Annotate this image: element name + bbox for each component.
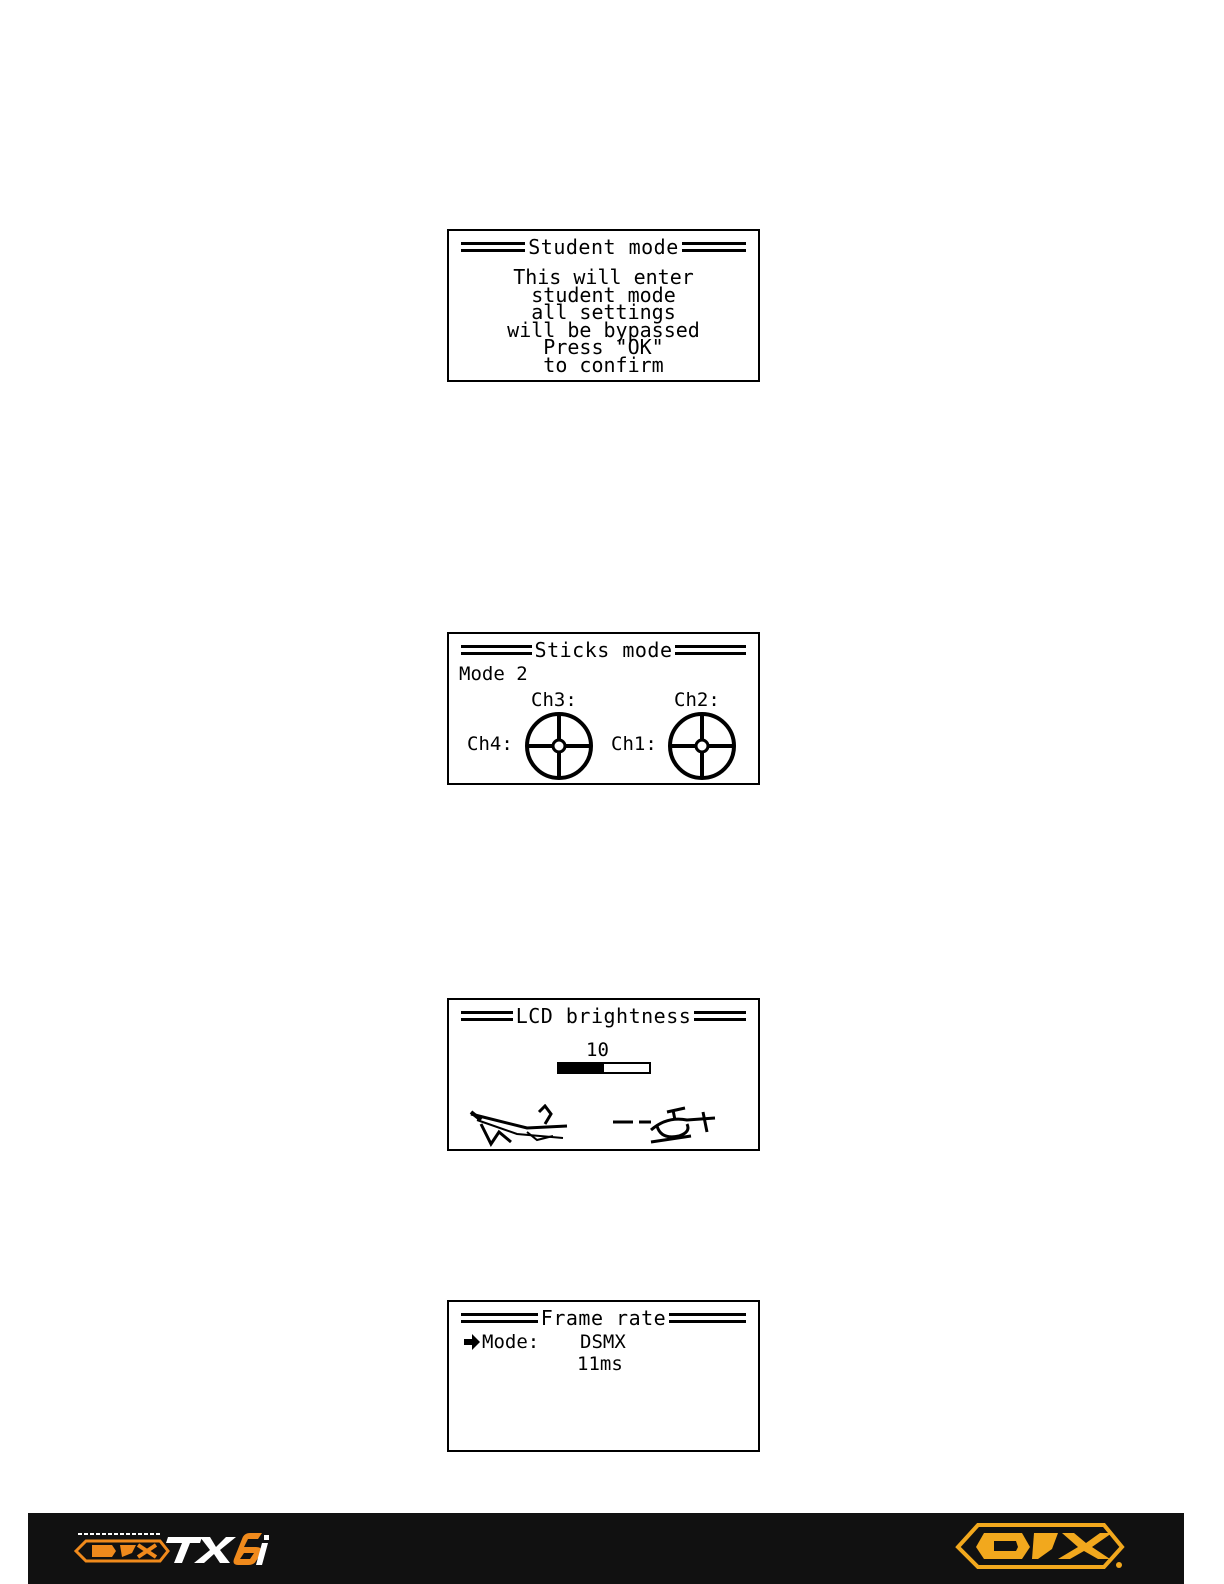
left-stick-crosshair-icon	[523, 710, 595, 782]
ch2-label: Ch2:	[674, 689, 720, 711]
screen-title: LCD brightness	[515, 1004, 692, 1028]
frame-rate-value: 11ms	[577, 1353, 623, 1375]
orx-tx6i-logo	[72, 1519, 272, 1569]
lcd-brightness-screen	[447, 998, 760, 1151]
title-decoration	[675, 643, 746, 657]
title-decoration	[669, 1311, 746, 1325]
message-line: This will enter	[513, 265, 694, 289]
sticks-mode-screen	[447, 632, 760, 785]
message-line: student mode	[531, 282, 676, 307]
airplane-icon	[467, 1104, 573, 1148]
title-bar	[461, 1306, 746, 1330]
frame-rate-screen	[447, 1300, 760, 1452]
title-bar	[461, 638, 746, 662]
ch4-label: Ch4:	[467, 733, 513, 755]
title-decoration	[461, 1009, 513, 1023]
ch3-label: Ch3:	[531, 689, 577, 711]
title-bar	[461, 1004, 746, 1028]
arrow-right-icon	[463, 1333, 481, 1351]
screen-title: Student mode	[528, 235, 679, 259]
screen-title: Frame rate	[540, 1306, 667, 1330]
orx-logo	[954, 1521, 1126, 1571]
mode-value: Mode 2	[459, 663, 528, 685]
title-bar	[461, 235, 746, 259]
student-mode-screen	[447, 229, 760, 382]
message-line: Press "OK"	[543, 335, 664, 360]
title-decoration	[461, 240, 525, 254]
title-decoration	[682, 240, 746, 254]
title-decoration	[694, 1009, 746, 1023]
mode-label: Mode:	[482, 1331, 540, 1353]
brightness-bar	[557, 1062, 651, 1074]
brightness-bar-fill	[559, 1064, 604, 1072]
brightness-value: 10	[586, 1039, 609, 1061]
title-decoration	[461, 1311, 538, 1325]
confirmation-message	[449, 265, 758, 377]
ch1-label: Ch1:	[611, 733, 657, 755]
page-footer	[28, 1513, 1184, 1584]
message-line: to confirm	[543, 352, 664, 377]
helicopter-icon	[611, 1106, 717, 1148]
screen-title: Sticks mode	[534, 638, 673, 662]
protocol-value: DSMX	[580, 1331, 626, 1353]
right-stick-crosshair-icon	[666, 710, 738, 782]
message-line: all settings	[531, 300, 676, 325]
message-line: will be bypassed	[507, 317, 700, 342]
title-decoration	[461, 643, 532, 657]
